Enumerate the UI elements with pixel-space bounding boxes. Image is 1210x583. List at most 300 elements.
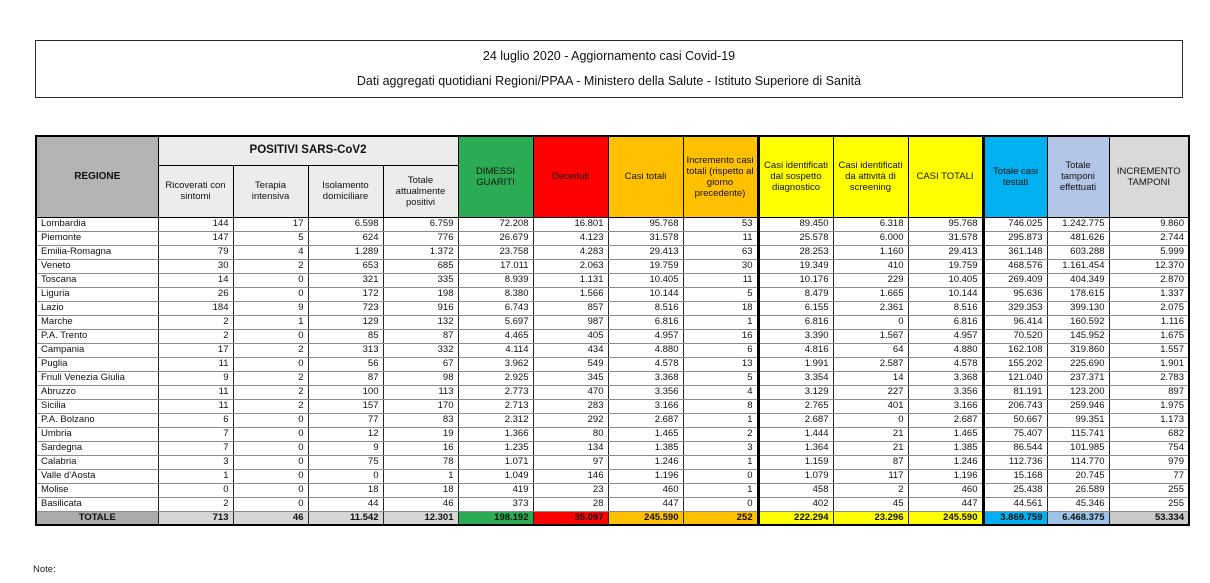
- value-cell: 2.312: [458, 413, 533, 427]
- value-cell: 3.390: [758, 329, 833, 343]
- column-header-terapia-intensiva: Terapia intensiva: [233, 165, 308, 217]
- value-cell: 25.438: [983, 483, 1047, 497]
- value-cell: 134: [533, 441, 608, 455]
- value-cell: 857: [533, 301, 608, 315]
- value-cell: 19.759: [908, 259, 983, 273]
- region-cell: Molise: [36, 483, 158, 497]
- region-cell: Veneto: [36, 259, 158, 273]
- value-cell: 321: [308, 273, 383, 287]
- table-row: [36, 469, 1189, 483]
- value-cell: 2: [158, 329, 233, 343]
- value-cell: 53.334: [1109, 511, 1189, 525]
- region-cell: Piemonte: [36, 231, 158, 245]
- value-cell: 345: [533, 371, 608, 385]
- value-cell: 916: [383, 301, 458, 315]
- value-cell: 50.667: [983, 413, 1047, 427]
- column-header-dimessi-guariti: DIMESSI GUARITI: [458, 136, 533, 217]
- region-cell: Lombardia: [36, 217, 158, 231]
- value-cell: 67: [383, 357, 458, 371]
- value-cell: 12.370: [1109, 259, 1189, 273]
- table-row: [36, 343, 1189, 357]
- value-cell: 776: [383, 231, 458, 245]
- value-cell: 72.208: [458, 217, 533, 231]
- value-cell: 23.758: [458, 245, 533, 259]
- column-header-deceduti: Deceduti: [533, 136, 608, 217]
- value-cell: 114.770: [1047, 455, 1109, 469]
- region-cell: Friuli Venezia Giulia: [36, 371, 158, 385]
- value-cell: 404.349: [1047, 273, 1109, 287]
- table-row: [36, 329, 1189, 343]
- title-line-2: Dati aggregati quotidiani Regioni/PPAA - Ministero della Salute - Istituto Superiore di Sanità: [356, 74, 862, 88]
- region-cell: Lazio: [36, 301, 158, 315]
- value-cell: 4.816: [758, 343, 833, 357]
- column-header-regione: REGIONE: [36, 136, 158, 217]
- value-cell: 5: [233, 231, 308, 245]
- value-cell: 6: [683, 343, 758, 357]
- value-cell: 252: [683, 511, 758, 525]
- table-row: [36, 413, 1189, 427]
- region-cell: P.A. Trento: [36, 329, 158, 343]
- value-cell: 97: [533, 455, 608, 469]
- value-cell: 77: [1109, 469, 1189, 483]
- value-cell: 3.166: [608, 399, 683, 413]
- value-cell: 0: [233, 469, 308, 483]
- value-cell: 1.465: [908, 427, 983, 441]
- column-header-incremento-casi-totali: Incremento casi totali (rispetto al giorno precedente): [683, 136, 758, 217]
- value-cell: 1.385: [908, 441, 983, 455]
- value-cell: 0: [683, 469, 758, 483]
- value-cell: 332: [383, 343, 458, 357]
- note-label: Note:: [33, 564, 56, 575]
- value-cell: 4.123: [533, 231, 608, 245]
- value-cell: 0: [233, 287, 308, 301]
- value-cell: 4.957: [608, 329, 683, 343]
- value-cell: 1.196: [608, 469, 683, 483]
- table-row: [36, 287, 1189, 301]
- value-cell: 1.246: [908, 455, 983, 469]
- value-cell: 447: [608, 497, 683, 511]
- value-cell: 319.860: [1047, 343, 1109, 357]
- value-cell: 4.578: [908, 357, 983, 371]
- value-cell: 35.097: [533, 511, 608, 525]
- value-cell: 1.665: [833, 287, 908, 301]
- value-cell: 0: [233, 357, 308, 371]
- value-cell: 4.578: [608, 357, 683, 371]
- table-row: [36, 497, 1189, 511]
- region-cell: Marche: [36, 315, 158, 329]
- value-cell: 145.952: [1047, 329, 1109, 343]
- value-cell: 11: [158, 357, 233, 371]
- value-cell: 405: [533, 329, 608, 343]
- value-cell: 29.413: [908, 245, 983, 259]
- value-cell: 101.985: [1047, 441, 1109, 455]
- value-cell: 19.759: [608, 259, 683, 273]
- value-cell: 16: [383, 441, 458, 455]
- value-cell: 19: [383, 427, 458, 441]
- value-cell: 0: [233, 273, 308, 287]
- value-cell: 2.075: [1109, 301, 1189, 315]
- value-cell: 14: [833, 371, 908, 385]
- value-cell: 1.116: [1109, 315, 1189, 329]
- value-cell: 45: [833, 497, 908, 511]
- value-cell: 2.744: [1109, 231, 1189, 245]
- value-cell: 713: [158, 511, 233, 525]
- value-cell: 1: [683, 483, 758, 497]
- value-cell: 147: [158, 231, 233, 245]
- value-cell: 20.745: [1047, 469, 1109, 483]
- value-cell: 46: [233, 511, 308, 525]
- value-cell: 2.361: [833, 301, 908, 315]
- value-cell: 64: [833, 343, 908, 357]
- value-cell: 87: [308, 371, 383, 385]
- value-cell: 399.130: [1047, 301, 1109, 315]
- value-cell: 146: [533, 469, 608, 483]
- value-cell: 70.520: [983, 329, 1047, 343]
- table-row: [36, 301, 1189, 315]
- value-cell: 30: [683, 259, 758, 273]
- value-cell: 447: [908, 497, 983, 511]
- value-cell: 2.687: [758, 413, 833, 427]
- value-cell: 3: [683, 441, 758, 455]
- region-cell: Campania: [36, 343, 158, 357]
- value-cell: 1.289: [308, 245, 383, 259]
- value-cell: 79: [158, 245, 233, 259]
- value-cell: 184: [158, 301, 233, 315]
- value-cell: 10.176: [758, 273, 833, 287]
- value-cell: 283: [533, 399, 608, 413]
- value-cell: 245.590: [908, 511, 983, 525]
- value-cell: 87: [383, 329, 458, 343]
- value-cell: 9: [158, 371, 233, 385]
- value-cell: 132: [383, 315, 458, 329]
- value-cell: 4.880: [608, 343, 683, 357]
- value-cell: 295.873: [983, 231, 1047, 245]
- value-cell: 95.636: [983, 287, 1047, 301]
- value-cell: 653: [308, 259, 383, 273]
- value-cell: 75.407: [983, 427, 1047, 441]
- value-cell: 222.294: [758, 511, 833, 525]
- value-cell: 4.114: [458, 343, 533, 357]
- value-cell: 0: [233, 427, 308, 441]
- value-cell: 1.991: [758, 357, 833, 371]
- region-cell: Puglia: [36, 357, 158, 371]
- column-header-casi-sospetto-diagnostico: Casi identificati dal sospetto diagnostico: [758, 136, 833, 217]
- value-cell: 17: [233, 217, 308, 231]
- value-cell: 227: [833, 385, 908, 399]
- value-cell: 21: [833, 427, 908, 441]
- value-cell: 5.697: [458, 315, 533, 329]
- table-header: [36, 136, 1189, 217]
- value-cell: 402: [758, 497, 833, 511]
- value-cell: 2: [683, 427, 758, 441]
- value-cell: 1.049: [458, 469, 533, 483]
- value-cell: 1.567: [833, 329, 908, 343]
- value-cell: 2: [233, 259, 308, 273]
- value-cell: 987: [533, 315, 608, 329]
- value-cell: 7: [158, 441, 233, 455]
- value-cell: 5: [683, 371, 758, 385]
- value-cell: 16: [683, 329, 758, 343]
- region-cell: Emilia-Romagna: [36, 245, 158, 259]
- value-cell: 1: [683, 455, 758, 469]
- value-cell: 9: [308, 441, 383, 455]
- value-cell: 2.773: [458, 385, 533, 399]
- value-cell: 8.516: [908, 301, 983, 315]
- value-cell: 1.131: [533, 273, 608, 287]
- value-cell: 15.168: [983, 469, 1047, 483]
- region-cell: Abruzzo: [36, 385, 158, 399]
- table-row: [36, 231, 1189, 245]
- group-header-positivi-sars-cov2: POSITIVI SARS-CoV2: [158, 136, 458, 165]
- column-header-casi-totali: Casi totali: [608, 136, 683, 217]
- value-cell: 95.768: [908, 217, 983, 231]
- value-cell: 6.759: [383, 217, 458, 231]
- value-cell: 460: [608, 483, 683, 497]
- value-cell: 112.736: [983, 455, 1047, 469]
- value-cell: 6.816: [908, 315, 983, 329]
- value-cell: 45.346: [1047, 497, 1109, 511]
- table-row: [36, 217, 1189, 231]
- value-cell: 2: [158, 315, 233, 329]
- value-cell: 1.901: [1109, 357, 1189, 371]
- value-cell: 624: [308, 231, 383, 245]
- value-cell: 3.962: [458, 357, 533, 371]
- table-body: [36, 217, 1189, 525]
- table-row: [36, 259, 1189, 273]
- value-cell: 8.479: [758, 287, 833, 301]
- value-cell: 2.783: [1109, 371, 1189, 385]
- value-cell: 1.160: [833, 245, 908, 259]
- value-cell: 682: [1109, 427, 1189, 441]
- value-cell: 419: [458, 483, 533, 497]
- value-cell: 172: [308, 287, 383, 301]
- value-cell: 1.465: [608, 427, 683, 441]
- value-cell: 0: [833, 413, 908, 427]
- column-header-totale-casi-testati: Totale casi testati: [983, 136, 1047, 217]
- value-cell: 746.025: [983, 217, 1047, 231]
- value-cell: 410: [833, 259, 908, 273]
- value-cell: 269.409: [983, 273, 1047, 287]
- value-cell: 14: [158, 273, 233, 287]
- value-cell: 28.253: [758, 245, 833, 259]
- value-cell: 9: [233, 301, 308, 315]
- value-cell: 155.202: [983, 357, 1047, 371]
- region-cell: Basilicata: [36, 497, 158, 511]
- value-cell: 4.465: [458, 329, 533, 343]
- value-cell: 6.468.375: [1047, 511, 1109, 525]
- value-cell: 11: [158, 385, 233, 399]
- value-cell: 6.318: [833, 217, 908, 231]
- title-line-1: 24 luglio 2020 - Aggiornamento casi Covid-19: [482, 49, 736, 63]
- value-cell: 2.870: [1109, 273, 1189, 287]
- value-cell: 10.405: [608, 273, 683, 287]
- value-cell: 0: [233, 441, 308, 455]
- value-cell: 129: [308, 315, 383, 329]
- value-cell: 2.687: [908, 413, 983, 427]
- value-cell: 8.939: [458, 273, 533, 287]
- value-cell: 897: [1109, 385, 1189, 399]
- region-cell: Sicilia: [36, 399, 158, 413]
- value-cell: 160.592: [1047, 315, 1109, 329]
- value-cell: 56: [308, 357, 383, 371]
- value-cell: 6.743: [458, 301, 533, 315]
- value-cell: 8: [683, 399, 758, 413]
- value-cell: 3.129: [758, 385, 833, 399]
- value-cell: 2.587: [833, 357, 908, 371]
- value-cell: 1.173: [1109, 413, 1189, 427]
- value-cell: 1: [683, 413, 758, 427]
- value-cell: 229: [833, 273, 908, 287]
- value-cell: 4: [233, 245, 308, 259]
- value-cell: 18: [308, 483, 383, 497]
- value-cell: 0: [233, 413, 308, 427]
- value-cell: 0: [683, 497, 758, 511]
- value-cell: 95.768: [608, 217, 683, 231]
- value-cell: 1: [233, 315, 308, 329]
- value-cell: 7: [158, 427, 233, 441]
- value-cell: 1.196: [908, 469, 983, 483]
- column-header-isolamento-domiciliare: Isolamento domiciliare: [308, 165, 383, 217]
- value-cell: 1: [683, 315, 758, 329]
- value-cell: 329.353: [983, 301, 1047, 315]
- value-cell: 3.166: [908, 399, 983, 413]
- value-cell: 8.516: [608, 301, 683, 315]
- value-cell: 115.741: [1047, 427, 1109, 441]
- value-cell: 4.957: [908, 329, 983, 343]
- value-cell: 1.444: [758, 427, 833, 441]
- column-header-casi-screening: Casi identificati da attività di screening: [833, 136, 908, 217]
- value-cell: 10.144: [908, 287, 983, 301]
- value-cell: 6.598: [308, 217, 383, 231]
- value-cell: 603.288: [1047, 245, 1109, 259]
- value-cell: 361.148: [983, 245, 1047, 259]
- value-cell: 63: [683, 245, 758, 259]
- region-cell: Valle d'Aosta: [36, 469, 158, 483]
- value-cell: 144: [158, 217, 233, 231]
- region-cell: Umbria: [36, 427, 158, 441]
- value-cell: 3.356: [908, 385, 983, 399]
- value-cell: 96.414: [983, 315, 1047, 329]
- value-cell: 0: [233, 483, 308, 497]
- value-cell: 117: [833, 469, 908, 483]
- value-cell: 481.626: [1047, 231, 1109, 245]
- value-cell: 85: [308, 329, 383, 343]
- value-cell: 44: [308, 497, 383, 511]
- value-cell: 1.079: [758, 469, 833, 483]
- value-cell: 30: [158, 259, 233, 273]
- column-header-incremento-tamponi: INCREMENTO TAMPONI: [1109, 136, 1189, 217]
- column-header-casi-totali-upper: CASI TOTALI: [908, 136, 983, 217]
- value-cell: 2.925: [458, 371, 533, 385]
- value-cell: 77: [308, 413, 383, 427]
- value-cell: 292: [533, 413, 608, 427]
- value-cell: 78: [383, 455, 458, 469]
- value-cell: 98: [383, 371, 458, 385]
- header-row-1: [36, 136, 1189, 165]
- value-cell: 12: [308, 427, 383, 441]
- value-cell: 1.159: [758, 455, 833, 469]
- value-cell: 9.860: [1109, 217, 1189, 231]
- value-cell: 4.880: [908, 343, 983, 357]
- value-cell: 6.155: [758, 301, 833, 315]
- value-cell: 225.690: [1047, 357, 1109, 371]
- value-cell: 157: [308, 399, 383, 413]
- column-header-totale-attualmente-positivi: Totale attualmente positivi: [383, 165, 458, 217]
- value-cell: 1.161.454: [1047, 259, 1109, 273]
- value-cell: 458: [758, 483, 833, 497]
- totale-label-cell: TOTALE: [36, 511, 158, 525]
- value-cell: 80: [533, 427, 608, 441]
- value-cell: 198.192: [458, 511, 533, 525]
- value-cell: 87: [833, 455, 908, 469]
- value-cell: 3: [158, 455, 233, 469]
- value-cell: 2.713: [458, 399, 533, 413]
- value-cell: 19.349: [758, 259, 833, 273]
- value-cell: 0: [233, 497, 308, 511]
- value-cell: 470: [533, 385, 608, 399]
- value-cell: 335: [383, 273, 458, 287]
- value-cell: 26: [158, 287, 233, 301]
- value-cell: 53: [683, 217, 758, 231]
- value-cell: 3.356: [608, 385, 683, 399]
- value-cell: 2: [833, 483, 908, 497]
- value-cell: 2: [233, 385, 308, 399]
- value-cell: 0: [233, 455, 308, 469]
- value-cell: 4: [683, 385, 758, 399]
- value-cell: 23.296: [833, 511, 908, 525]
- value-cell: 3.368: [608, 371, 683, 385]
- value-cell: 1.372: [383, 245, 458, 259]
- value-cell: 1: [383, 469, 458, 483]
- value-cell: 99.351: [1047, 413, 1109, 427]
- value-cell: 23: [533, 483, 608, 497]
- value-cell: 21: [833, 441, 908, 455]
- value-cell: 468.576: [983, 259, 1047, 273]
- value-cell: 81.191: [983, 385, 1047, 399]
- value-cell: 237.371: [1047, 371, 1109, 385]
- value-cell: 2: [158, 497, 233, 511]
- value-cell: 17.011: [458, 259, 533, 273]
- value-cell: 8.380: [458, 287, 533, 301]
- table-row: [36, 273, 1189, 287]
- value-cell: 2: [233, 343, 308, 357]
- value-cell: 255: [1109, 483, 1189, 497]
- table-row: [36, 427, 1189, 441]
- value-cell: 46: [383, 497, 458, 511]
- value-cell: 2.063: [533, 259, 608, 273]
- value-cell: 11.542: [308, 511, 383, 525]
- value-cell: 3.869.759: [983, 511, 1047, 525]
- value-cell: 26.679: [458, 231, 533, 245]
- value-cell: 75: [308, 455, 383, 469]
- value-cell: 1.366: [458, 427, 533, 441]
- value-cell: 31.578: [908, 231, 983, 245]
- value-cell: 12.301: [383, 511, 458, 525]
- value-cell: 0: [233, 329, 308, 343]
- value-cell: 123.200: [1047, 385, 1109, 399]
- value-cell: 44.561: [983, 497, 1047, 511]
- value-cell: 6.000: [833, 231, 908, 245]
- value-cell: 0: [158, 483, 233, 497]
- table-row: [36, 399, 1189, 413]
- value-cell: 2: [233, 399, 308, 413]
- value-cell: 1.675: [1109, 329, 1189, 343]
- value-cell: 100: [308, 385, 383, 399]
- totale-row: [36, 511, 1189, 525]
- table-row: [36, 385, 1189, 399]
- value-cell: 11: [683, 231, 758, 245]
- value-cell: 83: [383, 413, 458, 427]
